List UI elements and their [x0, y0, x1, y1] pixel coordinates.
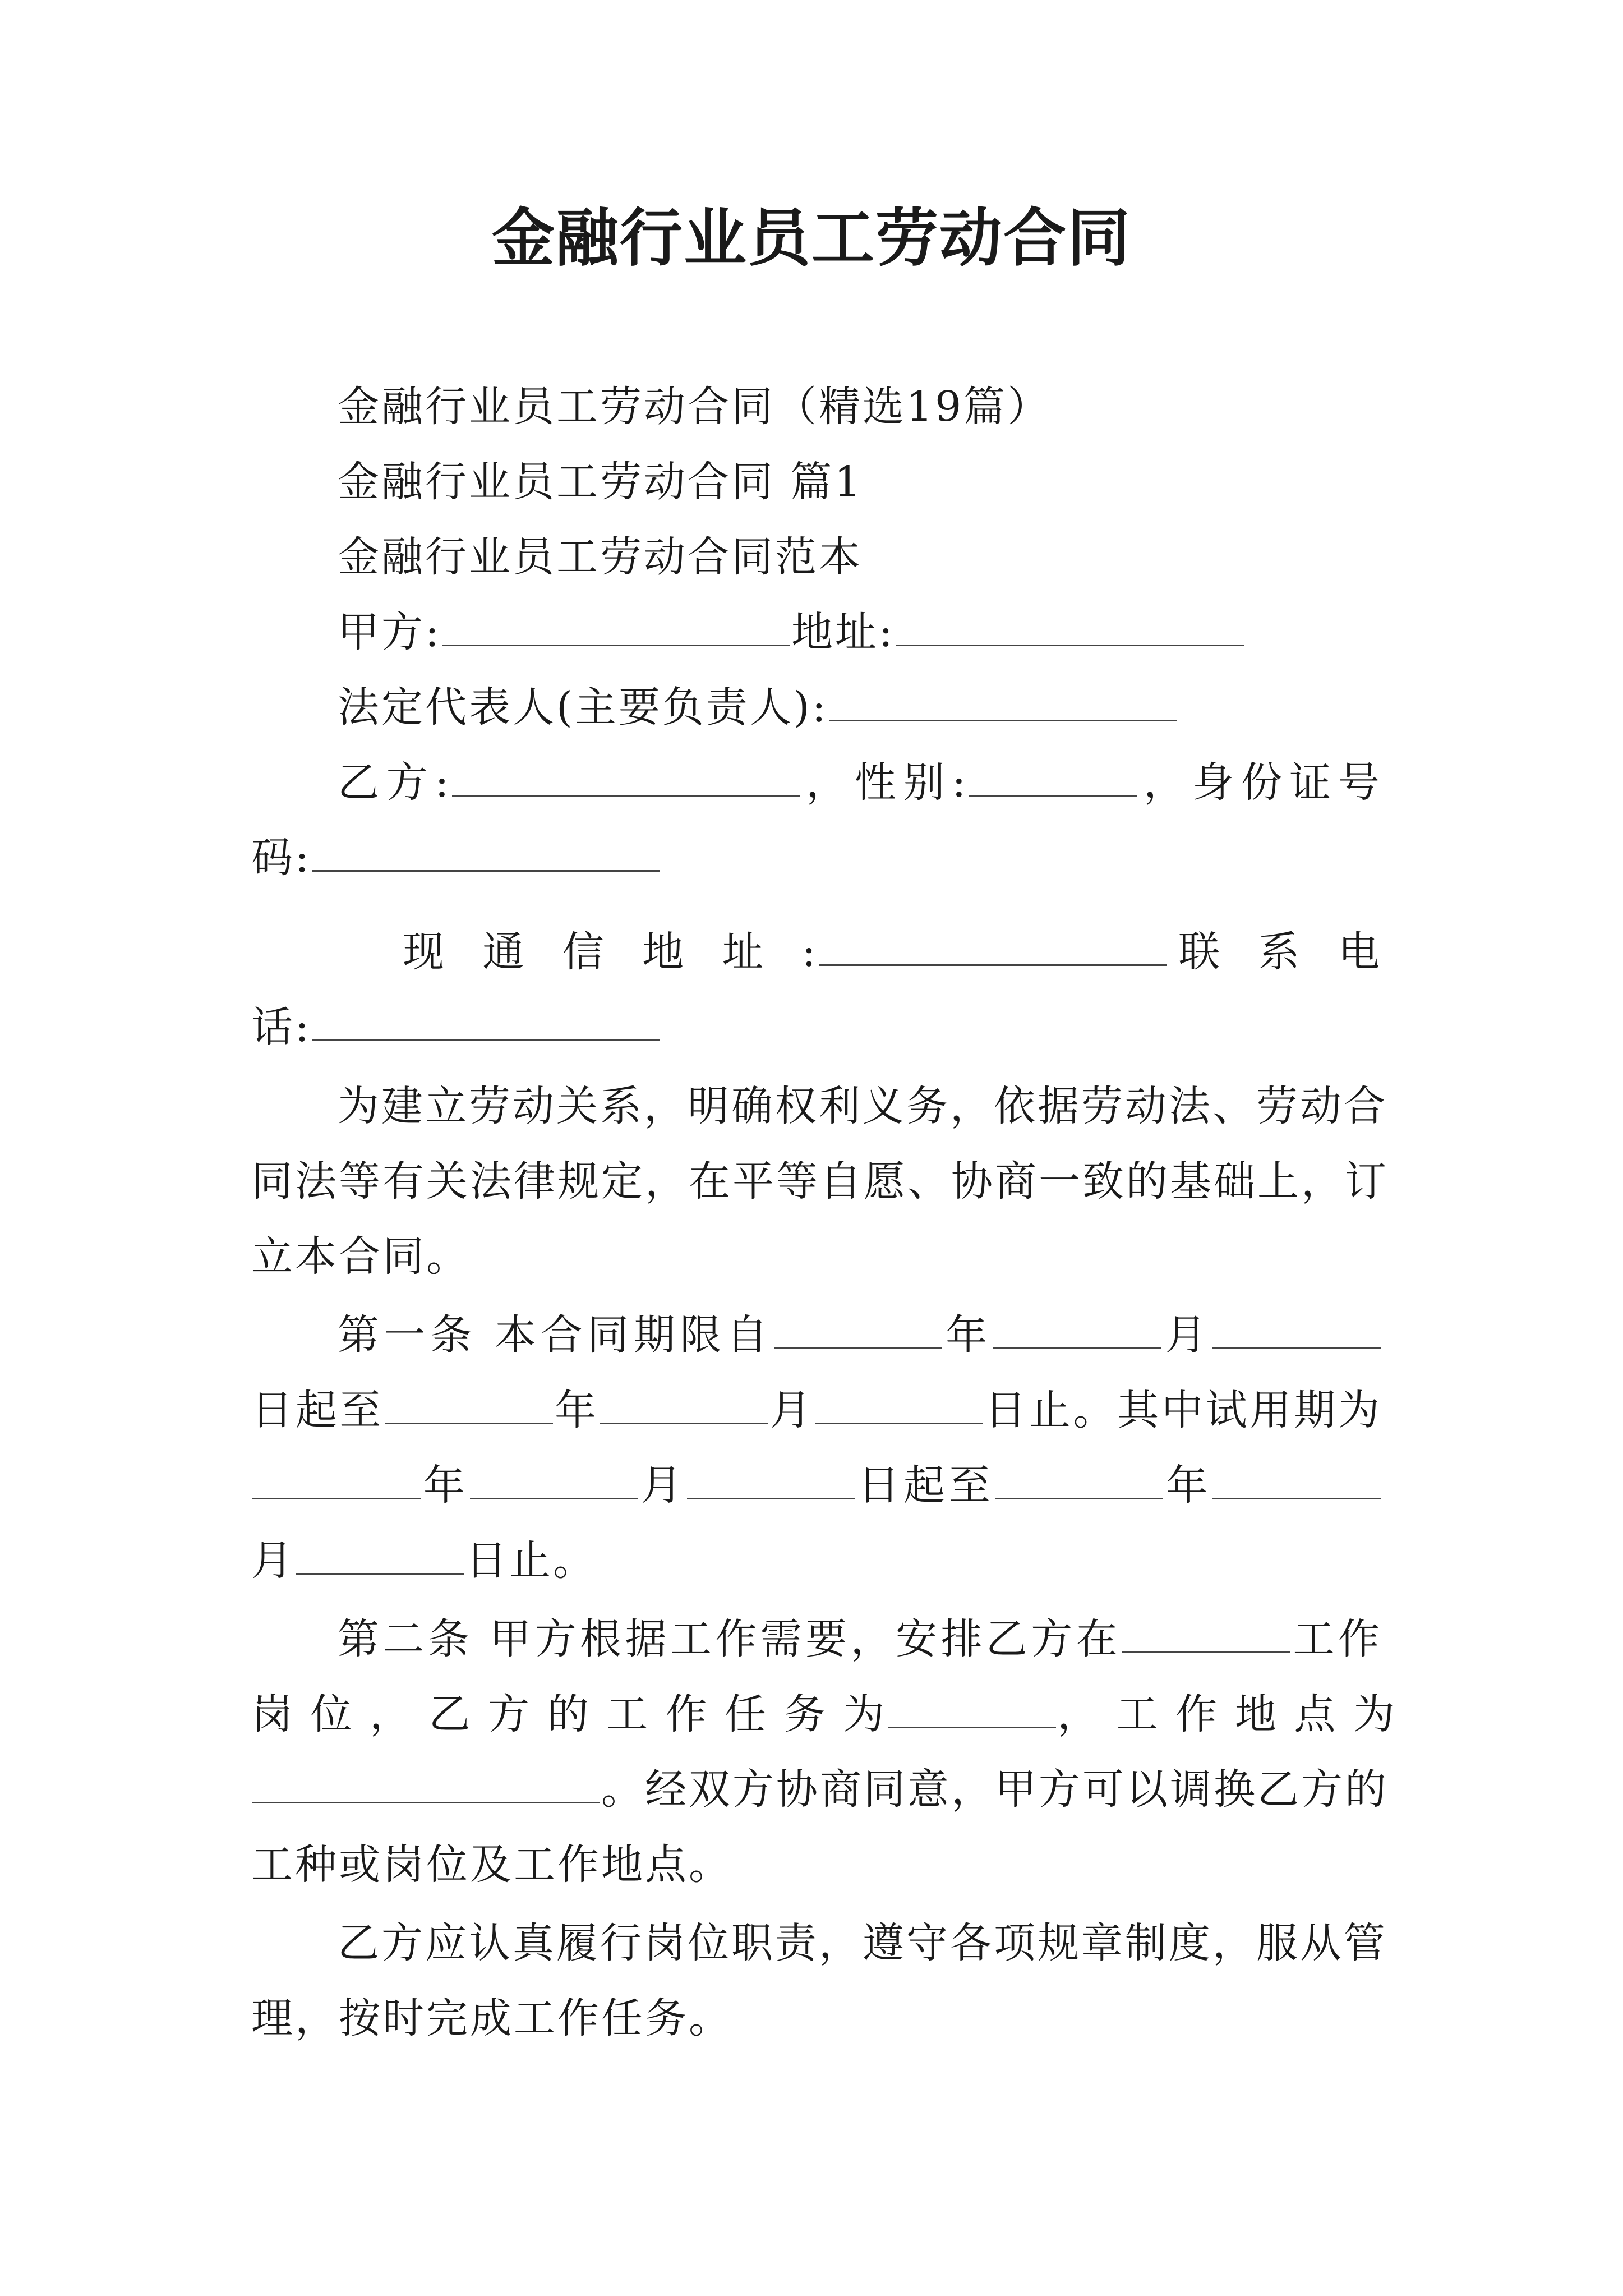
probation-start-year-blank[interactable]: [252, 1458, 421, 1499]
work-task-blank[interactable]: [888, 1687, 1056, 1728]
month-label-4: 月: [251, 1536, 295, 1585]
probation-end-month-blank[interactable]: [1212, 1458, 1381, 1499]
document-title: 金融行业员工劳动合同: [492, 201, 1131, 275]
month-label-2: 月: [769, 1386, 814, 1434]
gender-label: ，性别:: [801, 758, 969, 807]
work-location-label: ， 工 作 地 点 为: [1057, 1690, 1397, 1738]
id-number-line: [251, 830, 1382, 886]
party-b-line: [338, 754, 1382, 811]
probation-label: 日止。其中试用期为: [984, 1386, 1382, 1434]
address-phone-line: [403, 924, 1382, 980]
end-day-blank[interactable]: [815, 1383, 983, 1424]
paragraph-duties-1: 乙方应认真履行岗位职责，遵守各项规章制度，服从管: [338, 1919, 1387, 1967]
start-day-blank[interactable]: [1212, 1308, 1381, 1349]
year-label: 年: [943, 1311, 992, 1359]
day-from-label: 日起至: [251, 1386, 384, 1434]
article-2-label: 第二条 甲方根据工作需要，安排乙方在: [338, 1615, 1122, 1663]
contact-phone-blank[interactable]: [312, 1000, 660, 1041]
work-position-blank[interactable]: [1122, 1612, 1290, 1653]
day-end-label: 日止。: [465, 1536, 597, 1585]
legal-rep-blank[interactable]: [829, 680, 1177, 721]
probation-end-day-blank[interactable]: [296, 1534, 464, 1575]
article-1-line-1: [338, 1307, 1382, 1363]
day-from-label-2: 日起至: [856, 1461, 994, 1510]
article-2-line-4: 工种或岗位及工作地点。: [251, 1841, 732, 1889]
probation-end-year-blank[interactable]: [995, 1458, 1163, 1499]
article-1-label: 第一条 本合同期限自: [338, 1311, 773, 1359]
article-1-line-3: [251, 1457, 1382, 1513]
probation-start-month-blank[interactable]: [470, 1458, 638, 1499]
party-a-label: 甲方:: [338, 608, 441, 656]
current-address-label: 现 通 信 地 址 :: [403, 928, 818, 976]
template-heading: 金融行业员工劳动合同范本: [338, 533, 863, 581]
work-task-label: 岗 位 ， 乙 方 的 工 作 任 务 为: [251, 1690, 887, 1738]
party-a-blank[interactable]: [442, 605, 790, 646]
month-label-3: 月: [639, 1461, 686, 1510]
party-a-line: [338, 604, 1382, 660]
article-2-line-2: [251, 1686, 1397, 1742]
paragraph-preamble-3: 立本合同。: [251, 1232, 470, 1281]
article-2-line-1: [338, 1611, 1382, 1667]
end-year-blank[interactable]: [385, 1383, 553, 1424]
work-location-blank[interactable]: [252, 1763, 600, 1803]
article-1-line-4: [251, 1533, 1382, 1589]
paragraph-preamble-1: 为建立劳动关系，明确权利义务，依据劳动法、劳动合: [338, 1082, 1387, 1130]
party-b-blank[interactable]: [452, 756, 800, 797]
id-number-label: ，身份证号: [1138, 758, 1382, 807]
probation-start-day-blank[interactable]: [687, 1458, 855, 1499]
contact-phone-label-cont: 话:: [251, 1003, 311, 1051]
gender-blank[interactable]: [969, 756, 1137, 797]
end-month-blank[interactable]: [600, 1383, 768, 1424]
legal-rep-label: 法定代表人(主要负责人):: [338, 683, 828, 731]
current-address-blank[interactable]: [819, 925, 1167, 966]
contact-phone-label: 联 系 电: [1168, 928, 1382, 976]
paragraph-preamble-2: 同法等有关法律规定，在平等自愿、协商一致的基础上，订: [251, 1157, 1389, 1205]
id-number-blank[interactable]: [312, 831, 660, 872]
article-heading: 金融行业员工劳动合同 篇1: [338, 458, 863, 506]
work-label: 工作: [1292, 1615, 1382, 1663]
year-label-2: 年: [554, 1386, 599, 1434]
party-b-label: 乙方:: [338, 758, 451, 807]
year-label-4: 年: [1164, 1461, 1212, 1510]
month-label: 月: [1162, 1311, 1212, 1359]
start-year-blank[interactable]: [774, 1308, 942, 1349]
agreement-text: 。经双方协商同意，甲方可以调换乙方的: [601, 1765, 1389, 1814]
id-number-label-cont: 码:: [251, 834, 311, 882]
address-label: 地址:: [791, 608, 895, 656]
legal-rep-line: [338, 679, 1382, 735]
paragraph-duties-2: 理，按时完成工作任务。: [251, 1994, 732, 2042]
collection-heading: 金融行业员工劳动合同（精选19篇）: [338, 383, 1052, 431]
article-1-line-2: [251, 1382, 1382, 1438]
phone-line: [251, 999, 1382, 1055]
year-label-3: 年: [422, 1461, 469, 1510]
article-2-line-3: [251, 1761, 1389, 1818]
address-blank[interactable]: [896, 605, 1244, 646]
start-month-blank[interactable]: [993, 1308, 1161, 1349]
